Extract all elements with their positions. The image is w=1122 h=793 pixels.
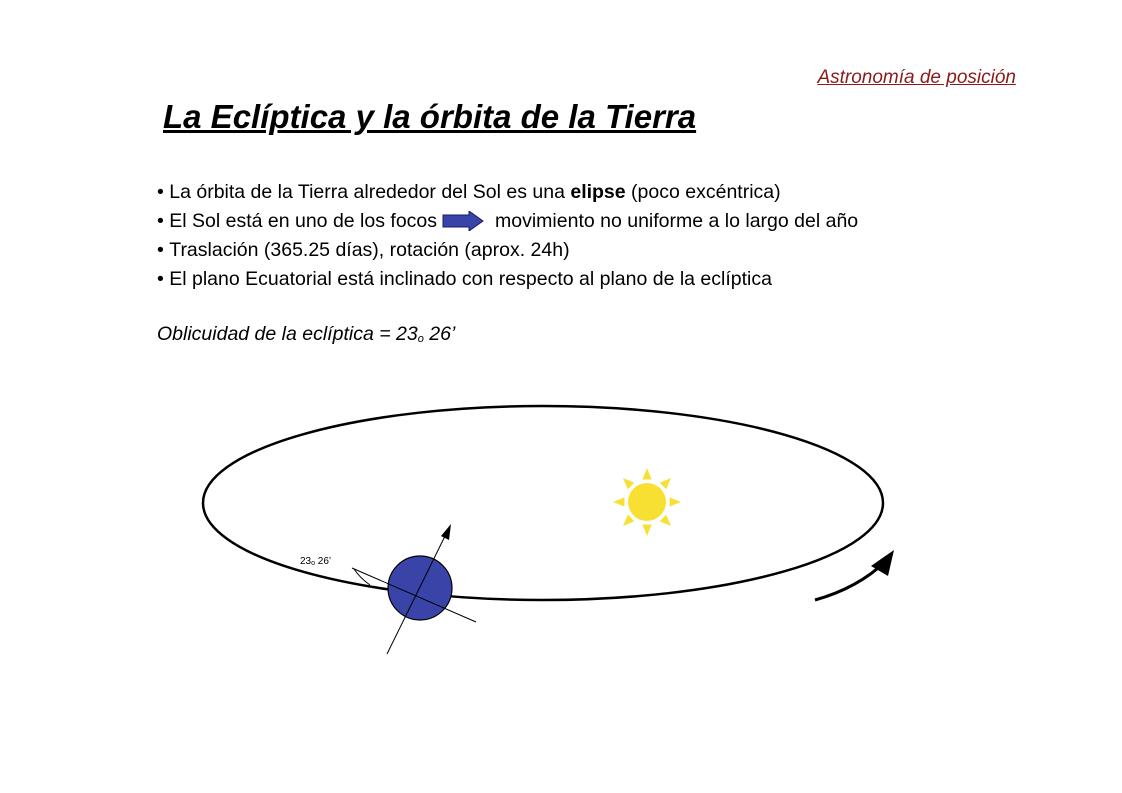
sun-icon <box>613 468 681 536</box>
axis-arrowhead <box>441 524 451 540</box>
page-title: La Eclíptica y la órbita de la Tierra <box>163 98 697 135</box>
bullet-text: Traslación (365.25 días), rotación (aprox. 24h) <box>169 239 570 261</box>
bullet-bold-term: elipse <box>570 181 626 203</box>
sun-ray <box>660 478 671 489</box>
angle-degrees: 23 <box>300 556 312 567</box>
sun-ray <box>670 497 682 506</box>
section-link[interactable]: Astronomía de posición <box>817 67 1016 88</box>
sun-ray <box>660 515 671 526</box>
degree-mark: o <box>417 333 424 345</box>
obliquity-angle-arc <box>354 569 370 585</box>
bullet-text: (poco excéntrica) <box>625 181 781 203</box>
orbit-ellipse <box>203 406 883 600</box>
obliquity-text: Oblicuidad de la eclíptica = 23 <box>157 323 418 345</box>
angle-degree-mark: o <box>311 560 316 567</box>
bullet-text: El Sol está en uno de los focos <box>169 210 438 232</box>
obliquity-angle-label <box>300 556 331 567</box>
sun-ray <box>623 478 634 489</box>
bullet-text: movimiento no uniforme a lo largo del año <box>495 210 859 232</box>
bullet-text: El plano Ecuatorial está inclinado con respecto al plano de la eclíptica <box>169 268 772 290</box>
bullet-text: La órbita de la Tierra alrededor del Sol es una <box>169 181 571 203</box>
angle-minutes: 26’ <box>315 556 332 567</box>
sun-ray <box>642 525 651 537</box>
obliquity-minutes: 26’ <box>423 323 456 345</box>
sun-ray <box>613 497 625 506</box>
sun-ray <box>642 468 651 480</box>
sun-ray <box>623 515 634 526</box>
